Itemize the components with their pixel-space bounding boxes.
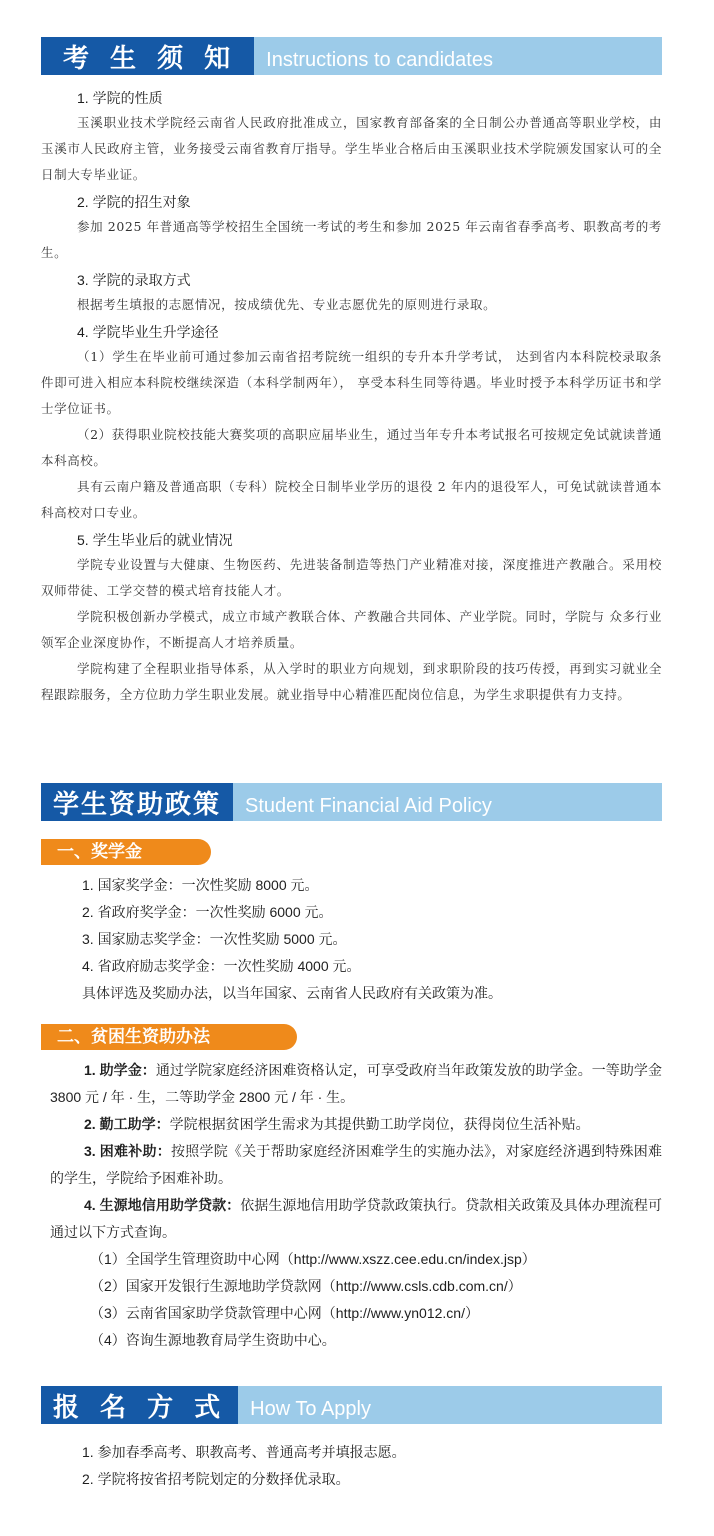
notice-title-en: Instructions to candidates bbox=[266, 49, 493, 71]
loan-consult-item: （4）咨询生源地教育局学生资助中心。 bbox=[90, 1332, 336, 1348]
scholarship-list bbox=[0, 872, 714, 1007]
scholarship-note: 具体评选及奖励办法，以当年国家、云南省人民政府有关政策为准。 bbox=[82, 985, 502, 1001]
poverty-aid-list bbox=[0, 1057, 714, 1354]
aid-item-text: 通过学院家庭经济困难资格认定，可享受政府当年政策发放的助学金。一等助学金 3800 元 / 年 · 生，二等助学金 2800 元 / 年 · 生。 bbox=[50, 1062, 662, 1105]
aid-title-cn: 学生资助政策 bbox=[41, 783, 233, 821]
list-item: 1. 参加春季高考、职教高考、普通高考并填报志愿。 bbox=[82, 1444, 406, 1460]
apply-title-en: How To Apply bbox=[250, 1398, 371, 1420]
apply-list bbox=[0, 1439, 714, 1493]
poverty-aid-label: 二、贫困生资助办法 bbox=[41, 1024, 297, 1050]
notice-heading-3: 3. 学院的录取方式 bbox=[77, 272, 191, 288]
notice-body bbox=[0, 84, 714, 708]
list-item: 2. 学院将按省招考院划定的分数择优录取。 bbox=[82, 1471, 350, 1487]
aid-item-title: 3. 困难补助： bbox=[84, 1143, 171, 1159]
notice-banner bbox=[41, 37, 662, 75]
loan-link-csls[interactable]: （2）国家开发银行生源地助学贷款网（http://www.csls.cdb.com.cn/） bbox=[90, 1278, 522, 1294]
notice-paragraph: 参加 2025 年普通高等学校招生全国统一考试的考生和参加 2025 年云南省春季高考、职教高考的考生。 bbox=[41, 219, 662, 260]
apply-title-cn: 报 名 方 式 bbox=[41, 1386, 238, 1424]
aid-title-en: Student Financial Aid Policy bbox=[245, 795, 492, 817]
aid-item-text: 依据生源地信用助学贷款政策执行。贷款相关政策及具体办理流程可通过以下方式查询。 bbox=[50, 1197, 662, 1240]
notice-paragraph: （2）获得职业院校技能大赛奖项的高职应届毕业生，通过当年专升本考试报名可按规定免试就读普通本科高校。 bbox=[41, 427, 662, 468]
aid-item bbox=[50, 1192, 662, 1246]
aid-item-title: 2. 勤工助学： bbox=[84, 1116, 170, 1132]
notice-paragraph: 玉溪职业技术学院经云南省人民政府批准成立，国家教育部备案的全日制公办普通高等职业学校，由玉溪市人民政府主管，业务接受云南省教育厅指导。学生毕业合格后由玉溪职业技术学院颁发国家认可的全日制大专毕业证。 bbox=[41, 115, 662, 182]
list-item: 1. 国家奖学金：一次性奖励 8000 元。 bbox=[82, 877, 319, 893]
aid-item-text: 学院根据贫困学生需求为其提供勤工助学岗位，获得岗位生活补贴。 bbox=[169, 1116, 590, 1132]
notice-paragraph: （1）学生在毕业前可通过参加云南省招考院统一组织的专升本升学考试， 达到省内本科院校录取条件即可进入相应本科院校继续深造（本科学制两年）， 享受本科生同等待遇。毕业时授予本科学历证书和学士学位证书。 bbox=[41, 349, 662, 416]
notice-title-cn: 考 生 须 知 bbox=[41, 37, 254, 75]
notice-paragraph: 学院构建了全程职业指导体系，从入学时的职业方向规划，到求职阶段的技巧传授，再到实习就业全程跟踪服务，全方位助力学生职业发展。就业指导中心精准匹配岗位信息，为学生求职提供有力支持。 bbox=[41, 661, 662, 702]
list-item: 2. 省政府奖学金：一次性奖励 6000 元。 bbox=[82, 904, 333, 920]
loan-link-xszz[interactable]: （1）全国学生管理资助中心网（http://www.xszz.cee.edu.cn/index.jsp） bbox=[90, 1251, 536, 1267]
aid-item-title: 1. 助学金： bbox=[84, 1062, 156, 1078]
aid-item-title: 4. 生源地信用助学贷款： bbox=[84, 1197, 241, 1213]
notice-paragraph: 学院积极创新办学模式，成立市域产教联合体、产教融合共同体、产业学院。同时，学院与 众多行业领军企业深度协作，不断提高人才培养质量。 bbox=[41, 609, 662, 650]
aid-item bbox=[50, 1057, 662, 1111]
list-item: 4. 省政府励志奖学金：一次性奖励 4000 元。 bbox=[82, 958, 361, 974]
notice-paragraph: 学院专业设置与大健康、生物医药、先进装备制造等热门产业精准对接，深度推进产教融合。采用校双师带徒、工学交替的模式培育技能人才。 bbox=[41, 557, 662, 598]
notice-heading-5: 5. 学生毕业后的就业情况 bbox=[77, 532, 233, 548]
notice-heading-2: 2. 学院的招生对象 bbox=[77, 194, 191, 210]
aid-item bbox=[50, 1138, 662, 1192]
aid-item bbox=[50, 1111, 662, 1138]
scholarship-label: 一、奖学金 bbox=[41, 839, 211, 865]
notice-paragraph: 根据考生填报的志愿情况，按成绩优先、专业志愿优先的原则进行录取。 bbox=[77, 297, 497, 312]
notice-heading-4: 4. 学院毕业生升学途径 bbox=[77, 324, 219, 340]
apply-banner bbox=[41, 1386, 662, 1424]
aid-item-text: 按照学院《关于帮助家庭经济困难学生的实施办法》，对家庭经济遇到特殊困难的学生，学院给予困难补助。 bbox=[50, 1143, 662, 1186]
list-item: 3. 国家励志奖学金：一次性奖励 5000 元。 bbox=[82, 931, 347, 947]
aid-banner bbox=[41, 783, 662, 821]
notice-paragraph: 具有云南户籍及普通高职（专科）院校全日制毕业学历的退役 2 年内的退役军人，可免试就读普通本科高校对口专业。 bbox=[41, 479, 662, 520]
notice-heading-1: 1. 学院的性质 bbox=[77, 90, 163, 106]
loan-link-yn012[interactable]: （3）云南省国家助学贷款管理中心网（http://www.yn012.cn/） bbox=[90, 1305, 479, 1321]
